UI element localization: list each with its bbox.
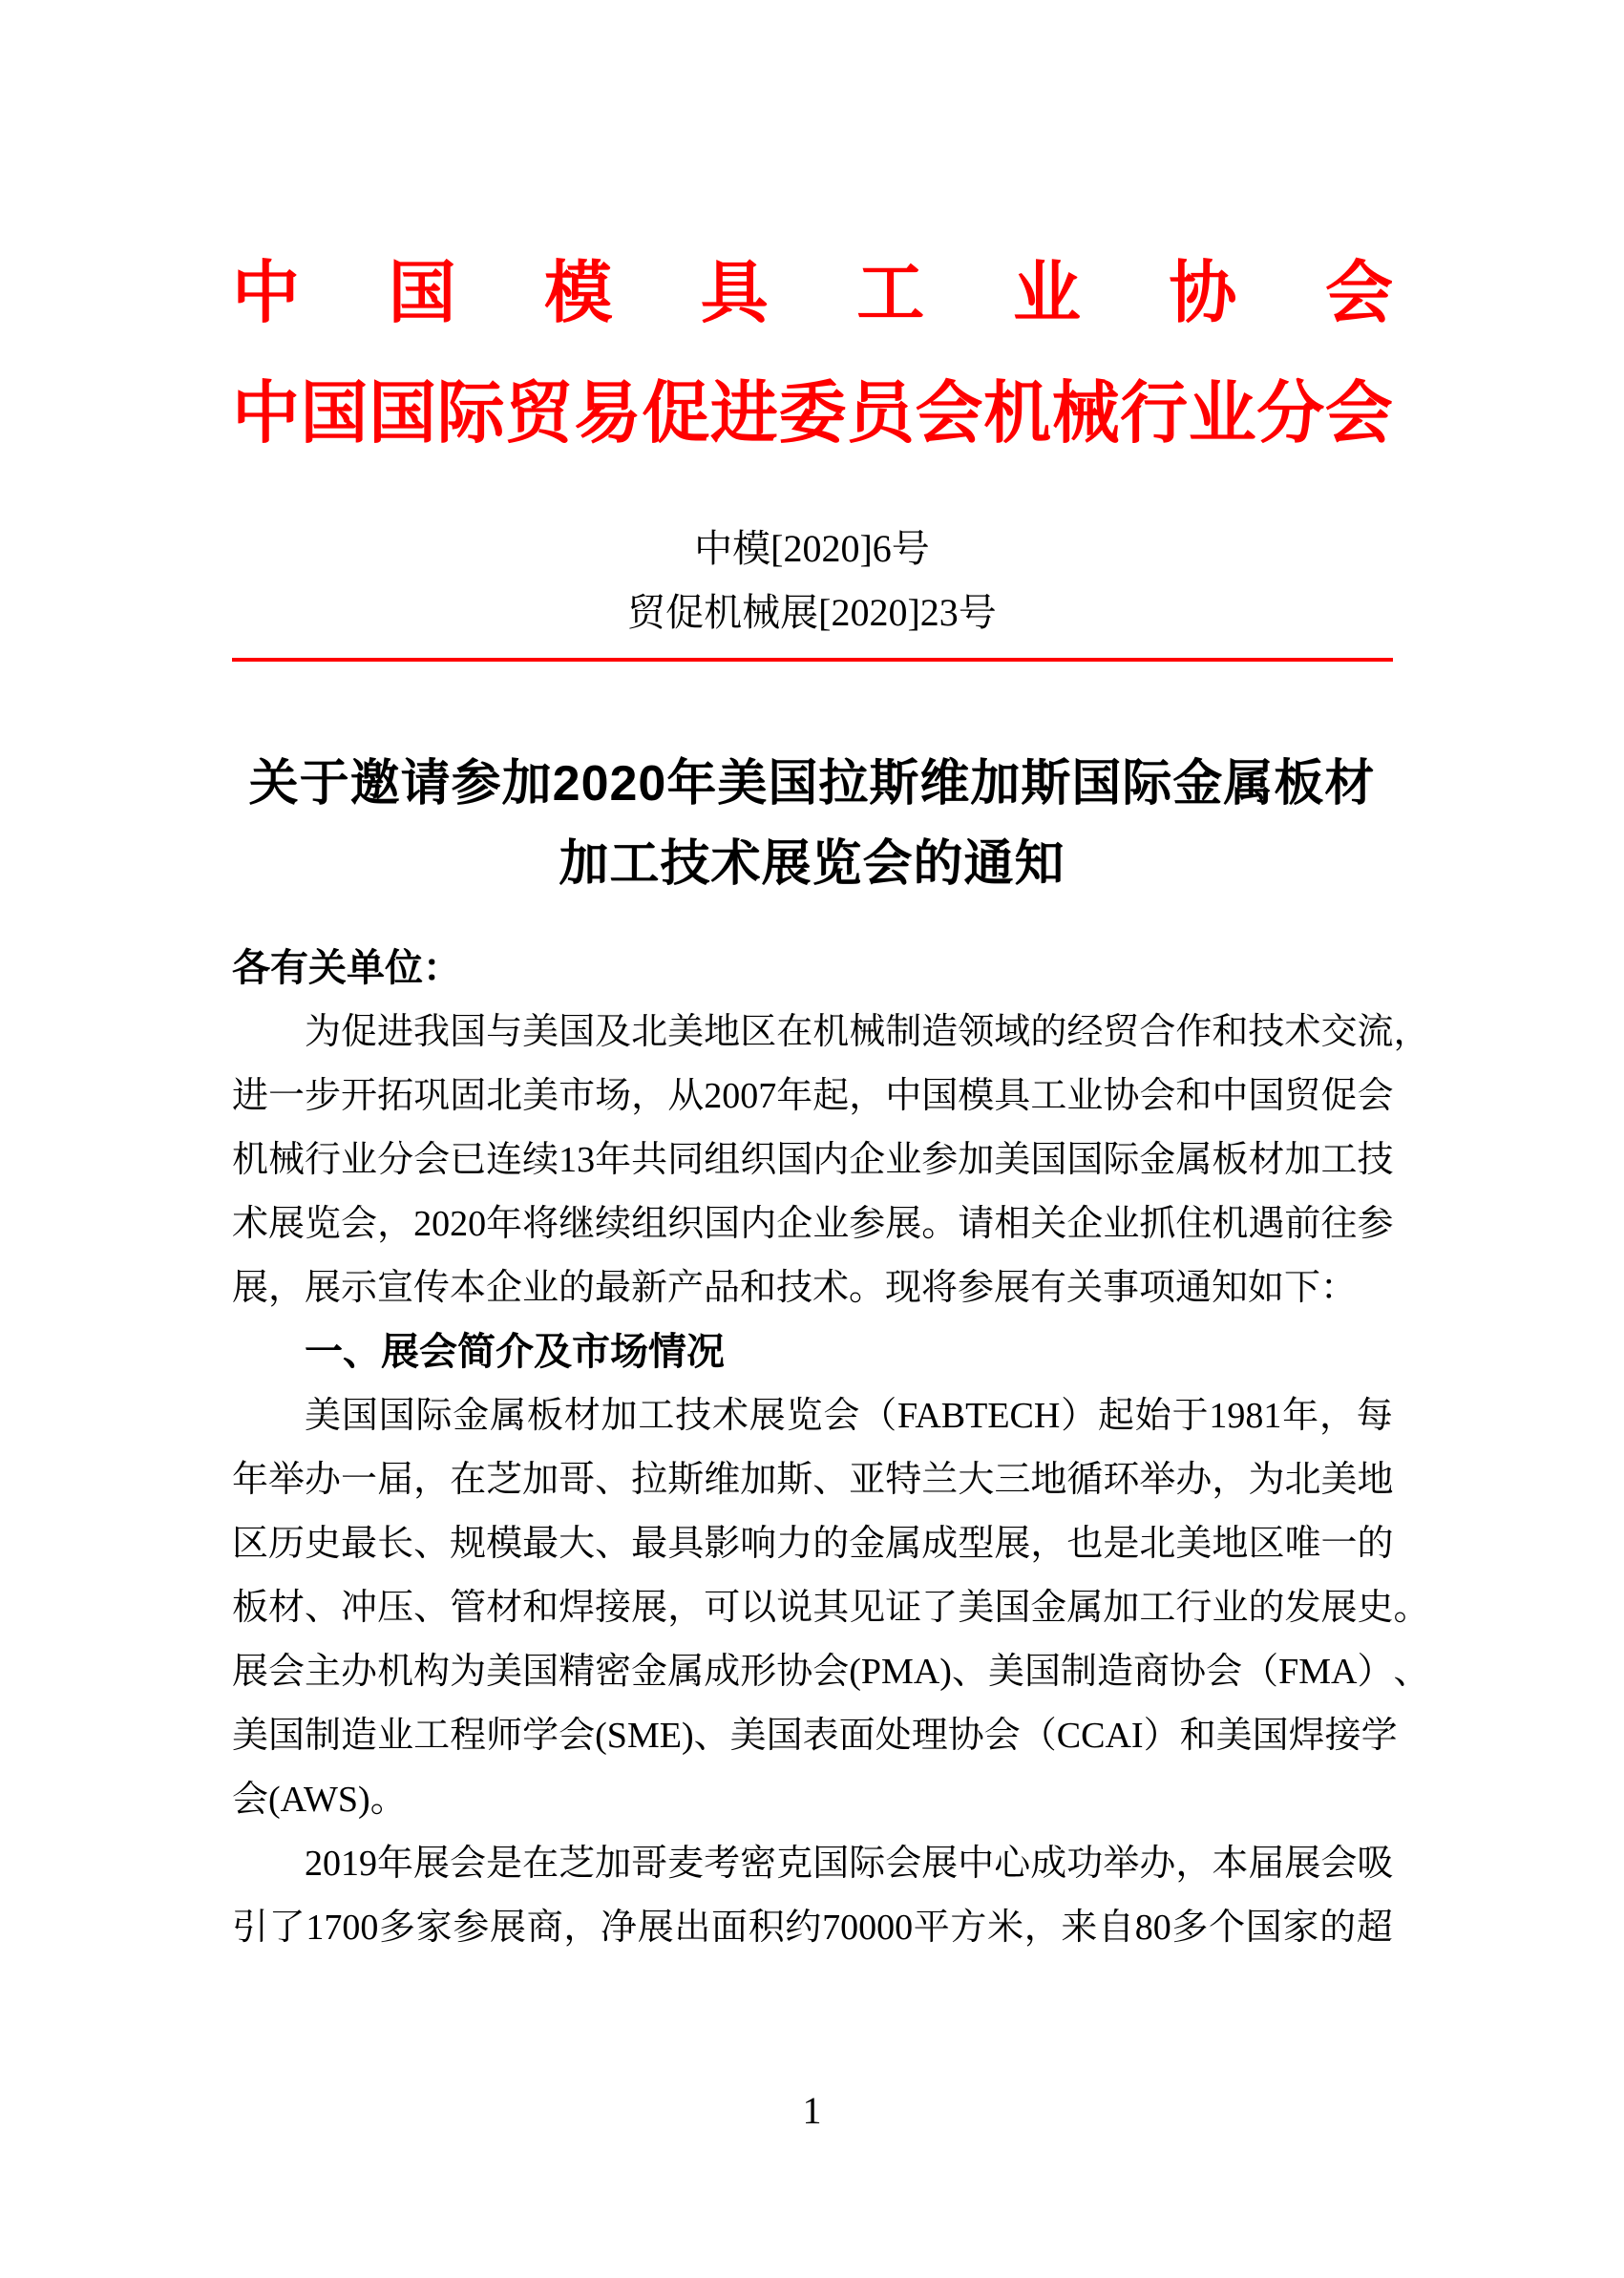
- body-line: 进 一 步 开 拓 巩 固 北 美 市 场 ， 从 2007 年 起 ， 中 国 模 具 工 业 协 会 和 中 国 贸 促 会: [232, 1076, 1394, 1116]
- body-line: 区 历 史 最 长 、 规 模 最 大 、 最 具 影 响 力 的 金 属 成 型 展 ， 也 是 北 美 地 区 唯 一 的: [232, 1524, 1394, 1564]
- letterhead-org-name-line2: 中 国 国 际 贸 易 促 进 委 员 会 机 械 行 业 分 会: [232, 377, 1393, 452]
- body-text: [232, 937, 1430, 1960]
- letterhead-org-name-line1: 中 国 模 具 工 业 协 会: [232, 257, 1393, 331]
- page-number: 1: [802, 2089, 822, 2132]
- doc-number-2: 贸促机械展[2020]23号: [627, 591, 997, 634]
- red-divider-rule: [232, 658, 1393, 662]
- body-line: 年 举 办 一 届 ， 在 芝 加 哥 、 拉 斯 维 加 斯 、 亚 特 兰 大 三 地 循 环 举 办 ， 为 北 美 地: [232, 1460, 1394, 1500]
- body-line: 引 了 1700 多 家 参 展 商 ， 净 展 出 面 积 约 70000 平 方 米 ， 来 自 80 多 个 国 家 的 超: [232, 1908, 1393, 1948]
- notice-title-line1: 关于邀请参加2020年美国拉斯维加斯国际金属板材: [248, 756, 1376, 812]
- body-line: 展，展示宣传本企业的最新产品和技术。现将参展有关事项通知如下：: [232, 1268, 1358, 1308]
- body-line: 会(AWS)。: [232, 1780, 407, 1820]
- notice-title-line2: 加工技术展览会的通知: [559, 836, 1065, 892]
- body-line: 术 展 览 会 ， 2020 年 将 继 续 组 织 国 内 企 业 参 展 。 请 相 关 企 业 抓 住 机 遇 前 往 参: [232, 1204, 1394, 1244]
- body-line: 展 会 主 办 机 构 为 美 国 精 密 金 属 成 形 协 会 (PMA) 、 美 国 制 造 商 协 会 （ FMA ） 、: [232, 1652, 1430, 1692]
- body-line: 美 国 制 造 业 工 程 师 学 会 (SME) 、 美 国 表 面 处 理 协 会 （ CCAI ） 和 美 国 焊 接 学: [232, 1716, 1398, 1756]
- body-line: 机 械 行 业 分 会 已 连 续 13 年 共 同 组 织 国 内 企 业 参 加 美 国 国 际 金 属 板 材 加 工 技: [232, 1140, 1394, 1180]
- body-line: 2019 年 展 会 是 在 芝 加 哥 麦 考 密 克 国 际 会 展 中 心 成 功 举 办 ， 本 届 展 会 吸: [305, 1844, 1394, 1884]
- doc-number-1: 中模[2020]6号: [694, 527, 930, 570]
- section-heading: 一、展会简介及市场情况: [305, 1331, 725, 1373]
- body-line: 为 促 进 我 国 与 美 国 及 北 美 地 区 在 机 械 制 造 领 域 的 经 贸 合 作 和 技 术 交 流 ，: [305, 1012, 1430, 1052]
- notice-title: [0, 744, 1624, 904]
- body-line: 美 国 国 际 金 属 板 材 加 工 技 术 展 览 会 （ FABTECH ） 起 始 于 1981 年 ， 每: [305, 1396, 1393, 1436]
- doc-number-block: [0, 517, 1624, 644]
- body-line: 板 材 、 冲 压 、 管 材 和 焊 接 展 ， 可 以 说 其 见 证 了 美 国 金 属 加 工 行 业 的 发 展 史 。: [232, 1588, 1430, 1628]
- salutation: 各有关单位：: [232, 947, 461, 989]
